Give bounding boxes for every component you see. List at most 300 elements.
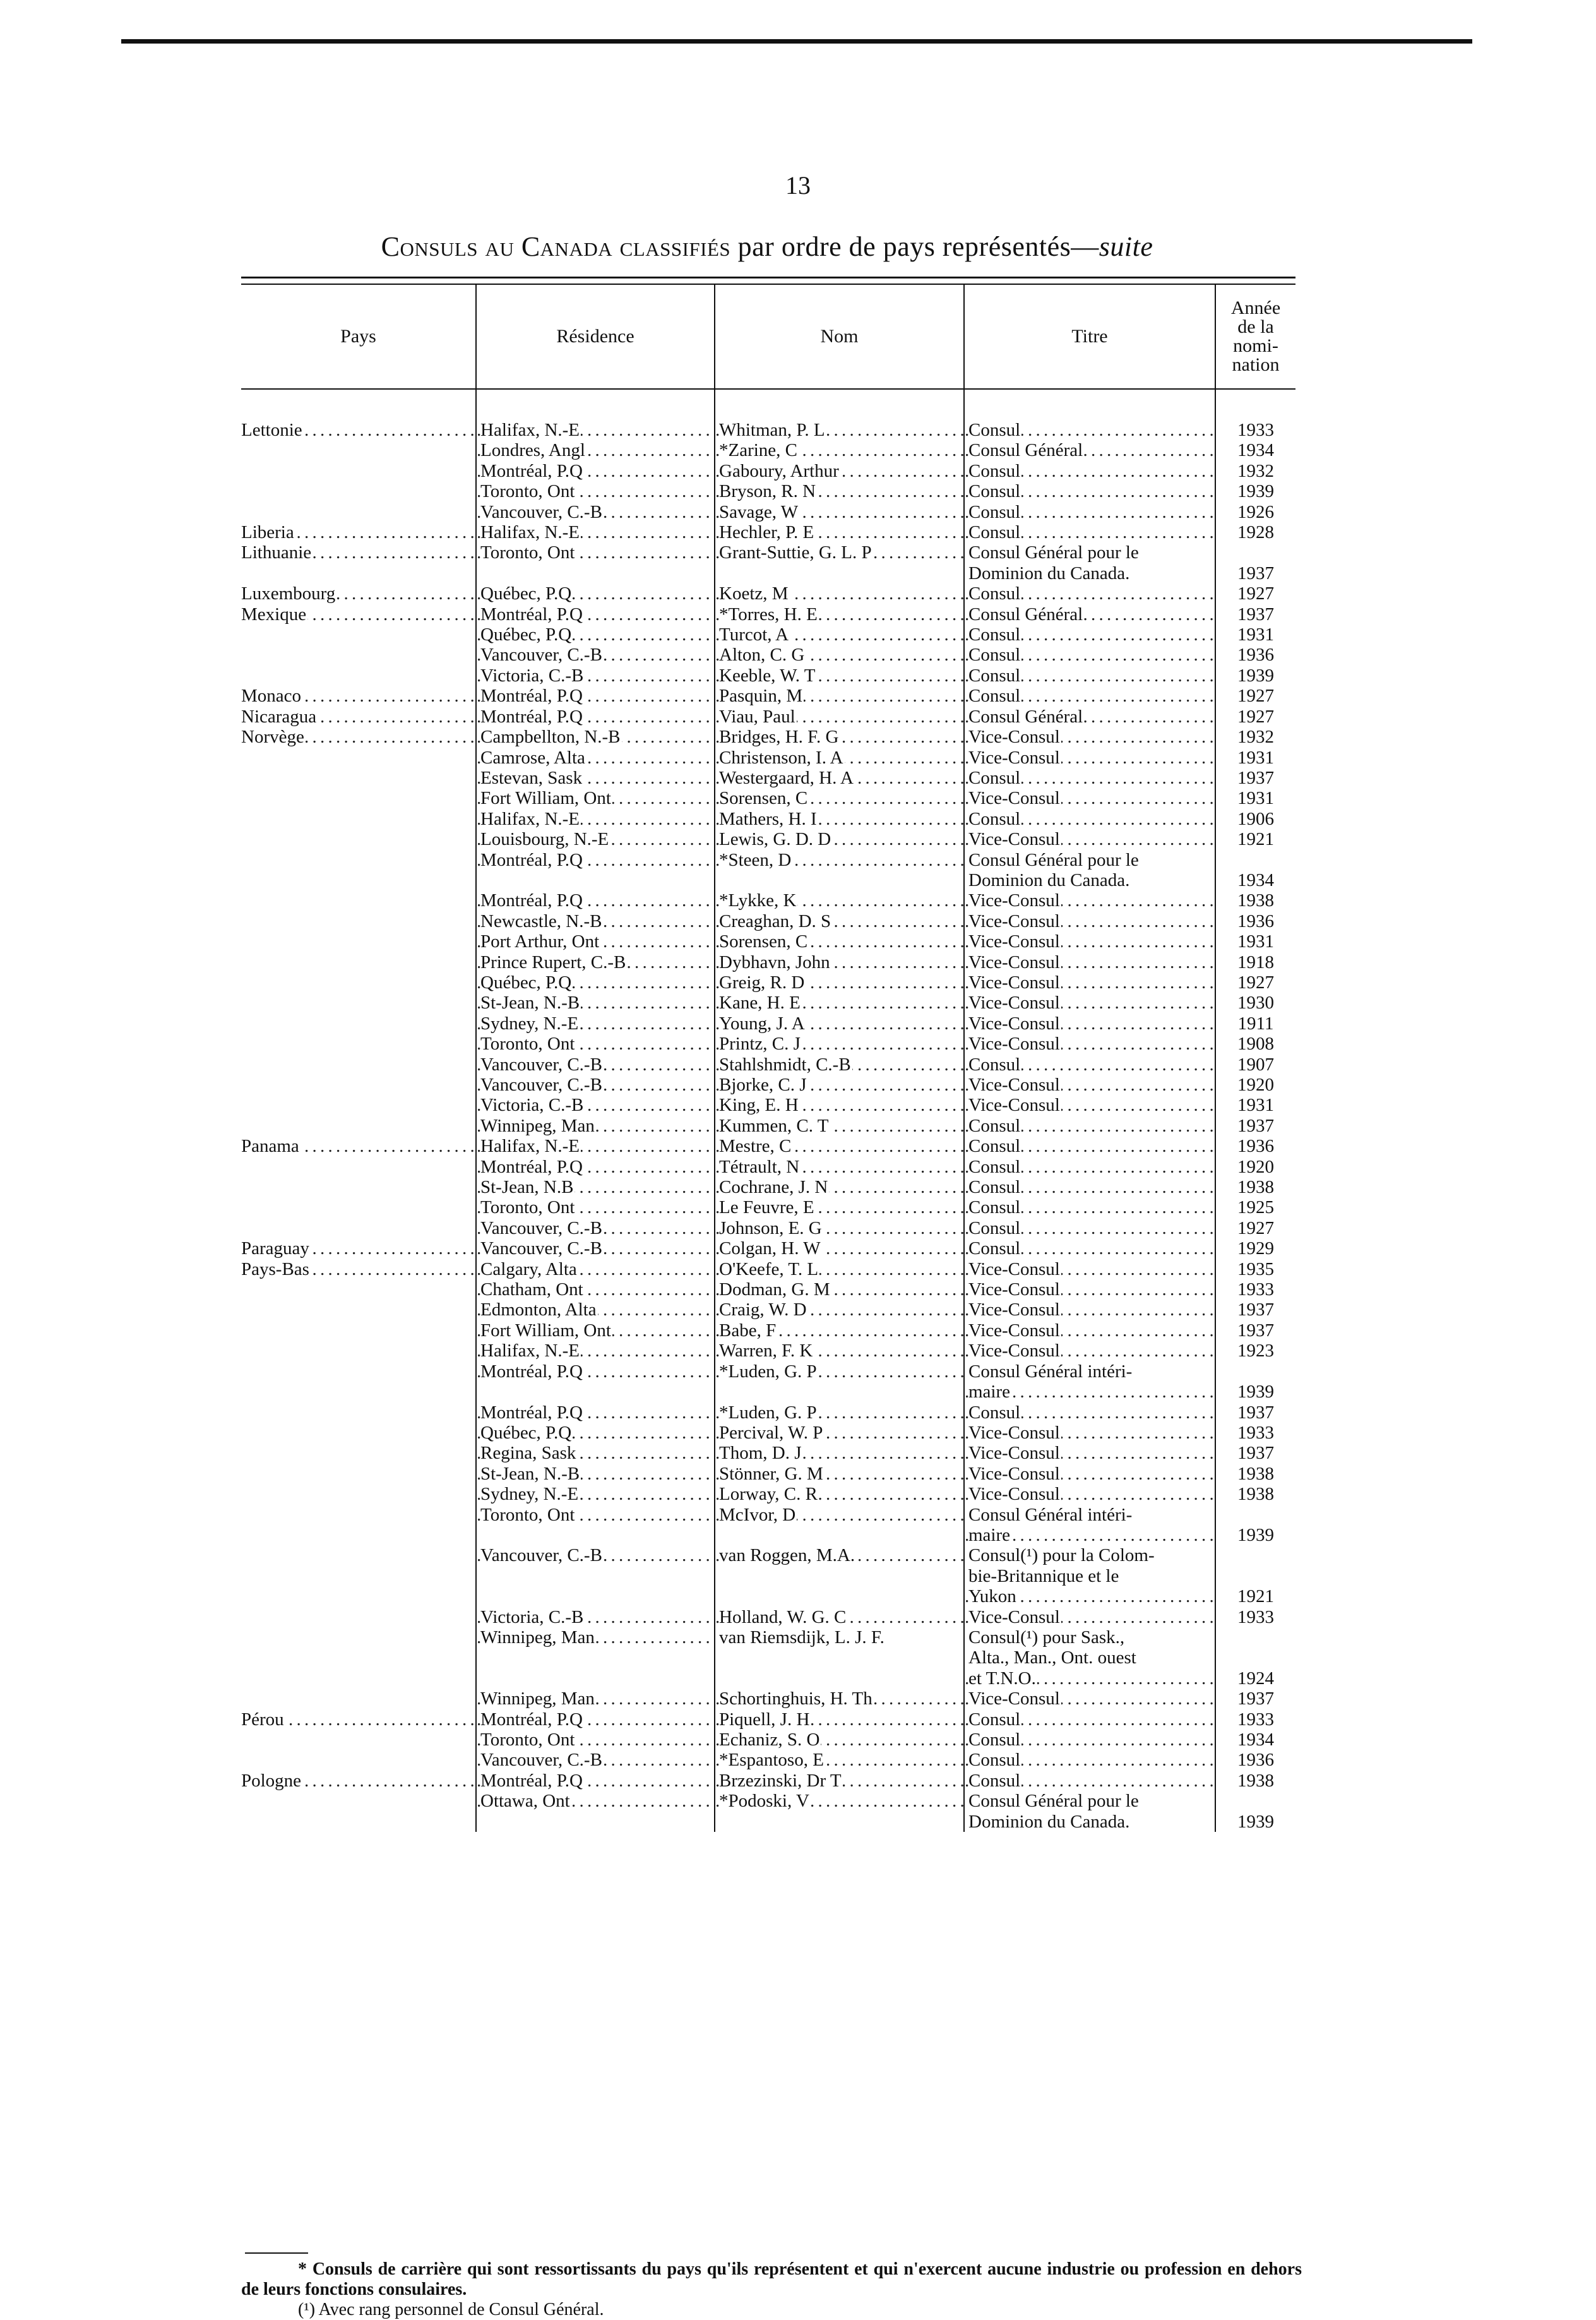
- header-annee-line1: Année: [1230, 297, 1281, 318]
- cell-annee-text: 1931: [1237, 788, 1274, 809]
- cell-titre-text: Vice-Consul: [968, 993, 1060, 1014]
- cell-pays: [241, 686, 476, 706]
- cell-titre-text: Vice-Consul: [968, 829, 1060, 850]
- cell-pays: [241, 1566, 476, 1586]
- cell-titre-text: Consul Général intéri-: [968, 1504, 1133, 1525]
- cell-residence: [476, 645, 715, 665]
- cell-nom: [715, 666, 964, 686]
- cell-annee-text: 1927: [1237, 1217, 1274, 1238]
- cell-pays: [241, 1647, 476, 1668]
- cell-nom-text: Westergaard, H. A: [719, 767, 854, 788]
- cell-titre-text: Vice-Consul: [968, 1300, 1060, 1320]
- table-row: [241, 1647, 1295, 1668]
- cell-residence: [476, 1034, 715, 1054]
- cell-pays: [241, 1055, 476, 1075]
- page-title: [240, 230, 1294, 263]
- cell-pays: [241, 1607, 476, 1627]
- cell-annee: [1215, 1750, 1295, 1770]
- cell-titre: [964, 1157, 1215, 1177]
- cell-residence-text: Toronto, Ont: [480, 1730, 575, 1750]
- cell-annee: [1215, 1545, 1295, 1565]
- cell-pays: [241, 604, 476, 625]
- cell-residence-text: Victoria, C.-B: [480, 665, 584, 686]
- table-row: [241, 1545, 1295, 1565]
- cell-nom: [715, 1607, 964, 1627]
- cell-titre-text: Vice-Consul: [968, 1075, 1060, 1095]
- cell-nom: [715, 1014, 964, 1034]
- cell-residence-text: Victoria, C.-B: [480, 1606, 584, 1627]
- cell-titre: [964, 1279, 1215, 1300]
- cell-pays: [241, 1034, 476, 1054]
- table-row: [241, 1055, 1295, 1075]
- cell-annee: [1215, 788, 1295, 808]
- cell-annee: [1215, 1095, 1295, 1115]
- cell-titre-text: Consul: [968, 1115, 1021, 1136]
- cell-annee: [1215, 583, 1295, 604]
- cell-nom-text: Le Feuvre, E: [719, 1197, 814, 1218]
- cell-annee: [1215, 1525, 1295, 1545]
- cell-residence: [476, 1586, 715, 1606]
- cell-titre-text: Consul Général: [968, 440, 1083, 461]
- cell-titre: [964, 645, 1215, 665]
- cell-titre: [964, 1505, 1215, 1525]
- cell-residence: [476, 1055, 715, 1075]
- table-row: [241, 1484, 1295, 1504]
- cell-nom: [715, 1484, 964, 1504]
- cell-annee: [1215, 1607, 1295, 1627]
- header-annee-line4: nation: [1232, 354, 1280, 375]
- cell-annee-text: 1936: [1237, 911, 1274, 931]
- cell-residence-text: Halifax, N.-E: [480, 420, 580, 440]
- cell-titre-text: bie-Britannique et le: [968, 1565, 1119, 1586]
- cell-residence-text: Camrose, Alta: [480, 747, 585, 768]
- cell-titre-text: Consul(¹) pour la Colom-: [968, 1545, 1155, 1566]
- cell-titre: [964, 481, 1215, 501]
- cell-nom: [715, 1668, 964, 1689]
- cell-titre-text: Vice-Consul: [968, 931, 1060, 952]
- cell-titre-text: et T.N.O.: [968, 1668, 1036, 1689]
- cell-nom: [715, 542, 964, 563]
- cell-annee-text: 1932: [1237, 460, 1274, 481]
- cell-nom: [715, 972, 964, 993]
- cell-residence: [476, 563, 715, 583]
- cell-annee: [1215, 1320, 1295, 1341]
- cell-residence: [476, 829, 715, 849]
- cell-residence: [476, 1197, 715, 1217]
- table-row: [241, 1689, 1295, 1709]
- cell-nom: [715, 727, 964, 747]
- cell-titre-text: Vice-Consul: [968, 890, 1060, 911]
- cell-nom: [715, 1075, 964, 1095]
- cell-annee: [1215, 1238, 1295, 1259]
- cell-residence-text: Londres, Angl: [480, 440, 585, 461]
- cell-nom: [715, 1259, 964, 1279]
- cell-residence-text: Vancouver, C.-B: [480, 501, 602, 522]
- cell-nom: [715, 1157, 964, 1177]
- cell-annee: [1215, 1771, 1295, 1791]
- table-row: [241, 1014, 1295, 1034]
- cell-titre: [964, 993, 1215, 1013]
- cell-titre: [964, 952, 1215, 972]
- cell-annee-text: 1937: [1237, 563, 1274, 583]
- cell-titre-text: Consul: [968, 1238, 1021, 1259]
- cell-titre: [964, 1668, 1215, 1689]
- cell-nom-text: Babe, F: [719, 1320, 777, 1341]
- cell-residence-text: Prince Rupert, C.-B: [480, 952, 626, 972]
- cell-titre-text: Vice-Consul: [968, 1422, 1060, 1443]
- cell-nom: [715, 829, 964, 849]
- cell-annee-text: 1924: [1237, 1668, 1274, 1689]
- cell-annee-text: 1930: [1237, 993, 1274, 1014]
- cell-pays: [241, 1689, 476, 1709]
- cell-titre: [964, 1750, 1215, 1770]
- cell-residence-text: Port Arthur, Ont: [480, 931, 600, 952]
- cell-residence-text: Louisbourg, N.-E: [480, 829, 609, 850]
- cell-residence: [476, 1402, 715, 1423]
- cell-annee-text: 1937: [1237, 1689, 1274, 1709]
- consuls-table: [241, 285, 1295, 1832]
- cell-nom-text: Bryson, R. N: [719, 481, 816, 502]
- cell-nom-text: Brzezinski, Dr T: [719, 1770, 842, 1791]
- table-row: [241, 542, 1295, 563]
- cell-annee-text: 1939: [1237, 1382, 1274, 1402]
- cell-titre: [964, 1382, 1215, 1402]
- cell-pays: [241, 1771, 476, 1791]
- cell-nom-text: Tétrault, N: [719, 1156, 800, 1177]
- cell-residence: [476, 707, 715, 727]
- cell-titre: [964, 1402, 1215, 1423]
- cell-residence: [476, 1279, 715, 1300]
- cell-annee: [1215, 1812, 1295, 1832]
- cell-nom-text: Lorway, C. R: [719, 1484, 818, 1505]
- cell-annee-text: 1938: [1237, 890, 1274, 911]
- table-row: [241, 1259, 1295, 1279]
- table-row: [241, 748, 1295, 768]
- cell-titre-text: Consul Général pour le: [968, 542, 1139, 563]
- header-annee-line3: nomi-: [1233, 335, 1278, 356]
- cell-titre-text: Consul: [968, 420, 1021, 440]
- cell-pays: [241, 461, 476, 481]
- cell-nom-text: Bridges, H. F. G: [719, 727, 839, 748]
- cell-residence: [476, 1136, 715, 1156]
- cell-pays-text: Pérou: [241, 1709, 284, 1730]
- cell-titre-text: Vice-Consul: [968, 1443, 1060, 1464]
- cell-pays: [241, 583, 476, 604]
- cell-annee: [1215, 1075, 1295, 1095]
- cell-titre-text: Consul: [968, 522, 1021, 543]
- cell-titre: [964, 1055, 1215, 1075]
- table-row: [241, 1586, 1295, 1606]
- cell-residence-text: Calgary, Alta: [480, 1259, 577, 1279]
- cell-annee: [1215, 604, 1295, 625]
- cell-residence-text: Halifax, N.-E: [480, 1136, 580, 1157]
- page-title-rest: par ordre de pays représentés—: [730, 231, 1099, 262]
- top-rule: [121, 39, 1472, 44]
- cell-titre-text: Vice-Consul: [968, 1034, 1060, 1055]
- cell-titre-text: Consul: [968, 625, 1021, 645]
- cell-annee: [1215, 420, 1295, 440]
- cell-pays: [241, 481, 476, 501]
- cell-residence-text: Montréal, P.Q: [480, 890, 583, 911]
- cell-titre: [964, 625, 1215, 645]
- cell-titre: [964, 1709, 1215, 1730]
- cell-nom-text: *Torres, H. E: [719, 604, 818, 625]
- table-row: [241, 645, 1295, 665]
- table-row: [241, 666, 1295, 686]
- cell-nom-text: Turcot, A: [719, 625, 789, 645]
- cell-pays-text: Lettonie: [241, 420, 302, 440]
- cell-titre: [964, 1647, 1215, 1668]
- table-row: [241, 870, 1295, 890]
- cell-annee: [1215, 645, 1295, 665]
- cell-residence: [476, 890, 715, 911]
- cell-residence-text: Montréal, P.Q: [480, 1156, 583, 1177]
- cell-annee: [1215, 911, 1295, 931]
- table-row: [241, 625, 1295, 645]
- cell-annee-text: 1937: [1237, 1402, 1274, 1423]
- cell-residence: [476, 1238, 715, 1259]
- cell-pays: [241, 1668, 476, 1689]
- cell-titre: [964, 461, 1215, 481]
- cell-titre: [964, 666, 1215, 686]
- cell-annee-text: 1939: [1237, 1524, 1274, 1545]
- cell-residence-text: Montréal, P.Q: [480, 460, 583, 481]
- cell-annee: [1215, 686, 1295, 706]
- cell-residence: [476, 666, 715, 686]
- cell-nom: [715, 481, 964, 501]
- cell-annee: [1215, 1361, 1295, 1382]
- cell-nom: [715, 645, 964, 665]
- cell-titre-text: Vice-Consul: [968, 1341, 1060, 1361]
- cell-nom: [715, 1423, 964, 1443]
- cell-residence: [476, 1771, 715, 1791]
- cell-nom: [715, 1197, 964, 1217]
- cell-residence: [476, 1300, 715, 1320]
- cell-annee: [1215, 1136, 1295, 1156]
- cell-annee: [1215, 829, 1295, 849]
- cell-pays: [241, 788, 476, 808]
- table-row: [241, 727, 1295, 747]
- cell-residence-text: Québec, P.Q: [480, 1422, 572, 1443]
- cell-nom: [715, 1750, 964, 1770]
- cell-titre: [964, 1177, 1215, 1197]
- cell-annee: [1215, 748, 1295, 768]
- cell-titre-text: Vice-Consul: [968, 1484, 1060, 1505]
- cell-annee-text: 1937: [1237, 1300, 1274, 1320]
- cell-nom: [715, 1218, 964, 1238]
- cell-titre: [964, 1525, 1215, 1545]
- cell-annee-text: 1911: [1237, 1013, 1274, 1034]
- table-row: [241, 1095, 1295, 1115]
- cell-titre-text: Dominion du Canada.: [968, 870, 1130, 890]
- cell-residence: [476, 1116, 715, 1136]
- cell-titre-text: Consul Général intéri-: [968, 1361, 1133, 1382]
- cell-residence: [476, 1647, 715, 1668]
- cell-residence: [476, 788, 715, 808]
- cell-nom: [715, 1279, 964, 1300]
- cell-annee-text: 1934: [1237, 440, 1274, 461]
- cell-pays-text: Lithuanie: [241, 542, 312, 563]
- table-row: [241, 707, 1295, 727]
- cell-annee: [1215, 1014, 1295, 1034]
- cell-titre-text: Vice-Consul: [968, 1095, 1060, 1116]
- cell-titre: [964, 1320, 1215, 1341]
- cell-pays: [241, 707, 476, 727]
- cell-residence-text: Québec, P.Q: [480, 625, 572, 645]
- cell-residence-text: Montréal, P.Q: [480, 686, 583, 707]
- cell-residence-text: Montréal, P.Q: [480, 1402, 583, 1423]
- cell-nom: [715, 1238, 964, 1259]
- cell-titre: [964, 829, 1215, 849]
- cell-titre-text: Consul Général pour le: [968, 849, 1139, 870]
- cell-titre-text: Consul: [968, 1750, 1021, 1771]
- cell-annee: [1215, 707, 1295, 727]
- cell-titre-text: Consul: [968, 1217, 1021, 1238]
- header-residence: Résidence: [476, 285, 715, 389]
- cell-residence-text: Toronto, Ont: [480, 1504, 575, 1525]
- cell-titre: [964, 1812, 1215, 1832]
- cell-nom-text: Gaboury, Arthur: [719, 460, 839, 481]
- cell-residence-text: Montréal, P.Q: [480, 706, 583, 727]
- cell-pays: [241, 1116, 476, 1136]
- cell-nom-text: Greig, R. D: [719, 972, 805, 993]
- cell-nom-text: Craig, W. D: [719, 1300, 807, 1320]
- cell-residence: [476, 768, 715, 788]
- cell-annee-text: 1920: [1237, 1156, 1274, 1177]
- cell-annee: [1215, 1116, 1295, 1136]
- cell-nom: [715, 870, 964, 890]
- cell-annee-text: 1936: [1237, 645, 1274, 666]
- cell-residence: [476, 522, 715, 542]
- cell-pays: [241, 1423, 476, 1443]
- cell-nom: [715, 748, 964, 768]
- cell-titre-text: Vice-Consul: [968, 1279, 1060, 1300]
- table-row: [241, 1464, 1295, 1484]
- cell-residence: [476, 583, 715, 604]
- table-row: [241, 563, 1295, 583]
- cell-nom: [715, 461, 964, 481]
- cell-titre-text: Consul: [968, 767, 1021, 788]
- cell-annee: [1215, 727, 1295, 747]
- cell-pays: [241, 1791, 476, 1811]
- cell-titre: [964, 870, 1215, 890]
- cell-pays: [241, 727, 476, 747]
- cell-annee-text: 1937: [1237, 1320, 1274, 1341]
- table-row: [241, 1361, 1295, 1382]
- cell-titre-text: Consul: [968, 481, 1021, 502]
- cell-titre: [964, 1034, 1215, 1054]
- header-annee: [1215, 285, 1295, 389]
- cell-residence-text: Montréal, P.Q: [480, 1361, 583, 1382]
- cell-residence-text: Vancouver, C.-B: [480, 1075, 602, 1095]
- cell-annee: [1215, 1300, 1295, 1320]
- cell-pays: [241, 1464, 476, 1484]
- cell-annee: [1215, 1259, 1295, 1279]
- table-row: [241, 931, 1295, 952]
- cell-titre-text: Vice-Consul: [968, 1320, 1060, 1341]
- cell-annee: [1215, 1586, 1295, 1606]
- cell-titre-text: Consul: [968, 1177, 1021, 1198]
- cell-nom: [715, 768, 964, 788]
- cell-residence-text: Montréal, P.Q: [480, 1709, 583, 1730]
- cell-residence: [476, 1791, 715, 1811]
- table-row: [241, 1750, 1295, 1770]
- cell-residence: [476, 1607, 715, 1627]
- cell-pays: [241, 420, 476, 440]
- cell-annee-text: 1939: [1237, 1811, 1274, 1832]
- cell-annee: [1215, 1627, 1295, 1647]
- cell-pays: [241, 1505, 476, 1525]
- cell-titre: [964, 583, 1215, 604]
- cell-annee: [1215, 768, 1295, 788]
- cell-residence-text: Newcastle, N.-B: [480, 911, 602, 931]
- cell-titre: [964, 1014, 1215, 1034]
- cell-nom-text: Christenson, I. A: [719, 747, 843, 768]
- cell-annee: [1215, 461, 1295, 481]
- cell-nom: [715, 1136, 964, 1156]
- cell-nom-text: Printz, C. J: [719, 1034, 801, 1055]
- cell-nom: [715, 993, 964, 1013]
- cell-nom-text: Dybhavn, John: [719, 952, 830, 972]
- cell-pays: [241, 931, 476, 952]
- cell-titre: [964, 1586, 1215, 1606]
- cell-residence-text: Vancouver, C.-B: [480, 1054, 602, 1075]
- cell-pays: [241, 1014, 476, 1034]
- cell-nom-text: Creaghan, D. S: [719, 911, 831, 931]
- cell-titre: [964, 563, 1215, 583]
- cell-annee: [1215, 502, 1295, 522]
- cell-annee-text: 1937: [1237, 1115, 1274, 1136]
- cell-nom: [715, 502, 964, 522]
- cell-nom: [715, 850, 964, 870]
- cell-annee-text: 1923: [1237, 1341, 1274, 1361]
- cell-titre-text: Vice-Consul: [968, 727, 1060, 748]
- cell-titre: [964, 748, 1215, 768]
- cell-annee-text: 1933: [1237, 1606, 1274, 1627]
- table-row: [241, 1238, 1295, 1259]
- cell-annee: [1215, 993, 1295, 1013]
- cell-nom: [715, 1361, 964, 1382]
- cell-annee-text: 1906: [1237, 808, 1274, 829]
- cell-pays-text: Panama: [241, 1136, 299, 1157]
- cell-pays-text: Mexique: [241, 604, 307, 625]
- cell-annee: [1215, 952, 1295, 972]
- cell-annee-text: 1918: [1237, 952, 1274, 972]
- table-row: [241, 1116, 1295, 1136]
- cell-titre-text: Vice-Consul: [968, 1606, 1060, 1627]
- table-row: [241, 1034, 1295, 1054]
- cell-annee: [1215, 1157, 1295, 1177]
- table-body: [241, 389, 1295, 1832]
- cell-titre-text: Alta., Man., Ont. ouest: [968, 1647, 1136, 1668]
- cell-annee: [1215, 1177, 1295, 1197]
- cell-residence: [476, 481, 715, 501]
- table-header-row: [241, 285, 1295, 389]
- table-row: [241, 1709, 1295, 1730]
- cell-titre: [964, 522, 1215, 542]
- cell-nom-text: Pasquin, M: [719, 686, 803, 707]
- cell-nom-text: Mestre, C: [719, 1136, 792, 1157]
- table-row: [241, 829, 1295, 849]
- cell-titre: [964, 686, 1215, 706]
- cell-annee: [1215, 1402, 1295, 1423]
- cell-pays: [241, 1382, 476, 1402]
- cell-annee: [1215, 890, 1295, 911]
- table-spacer-row: [241, 389, 1295, 420]
- cell-pays: [241, 1709, 476, 1730]
- cell-pays: [241, 829, 476, 849]
- cell-annee-text: 1925: [1237, 1197, 1274, 1218]
